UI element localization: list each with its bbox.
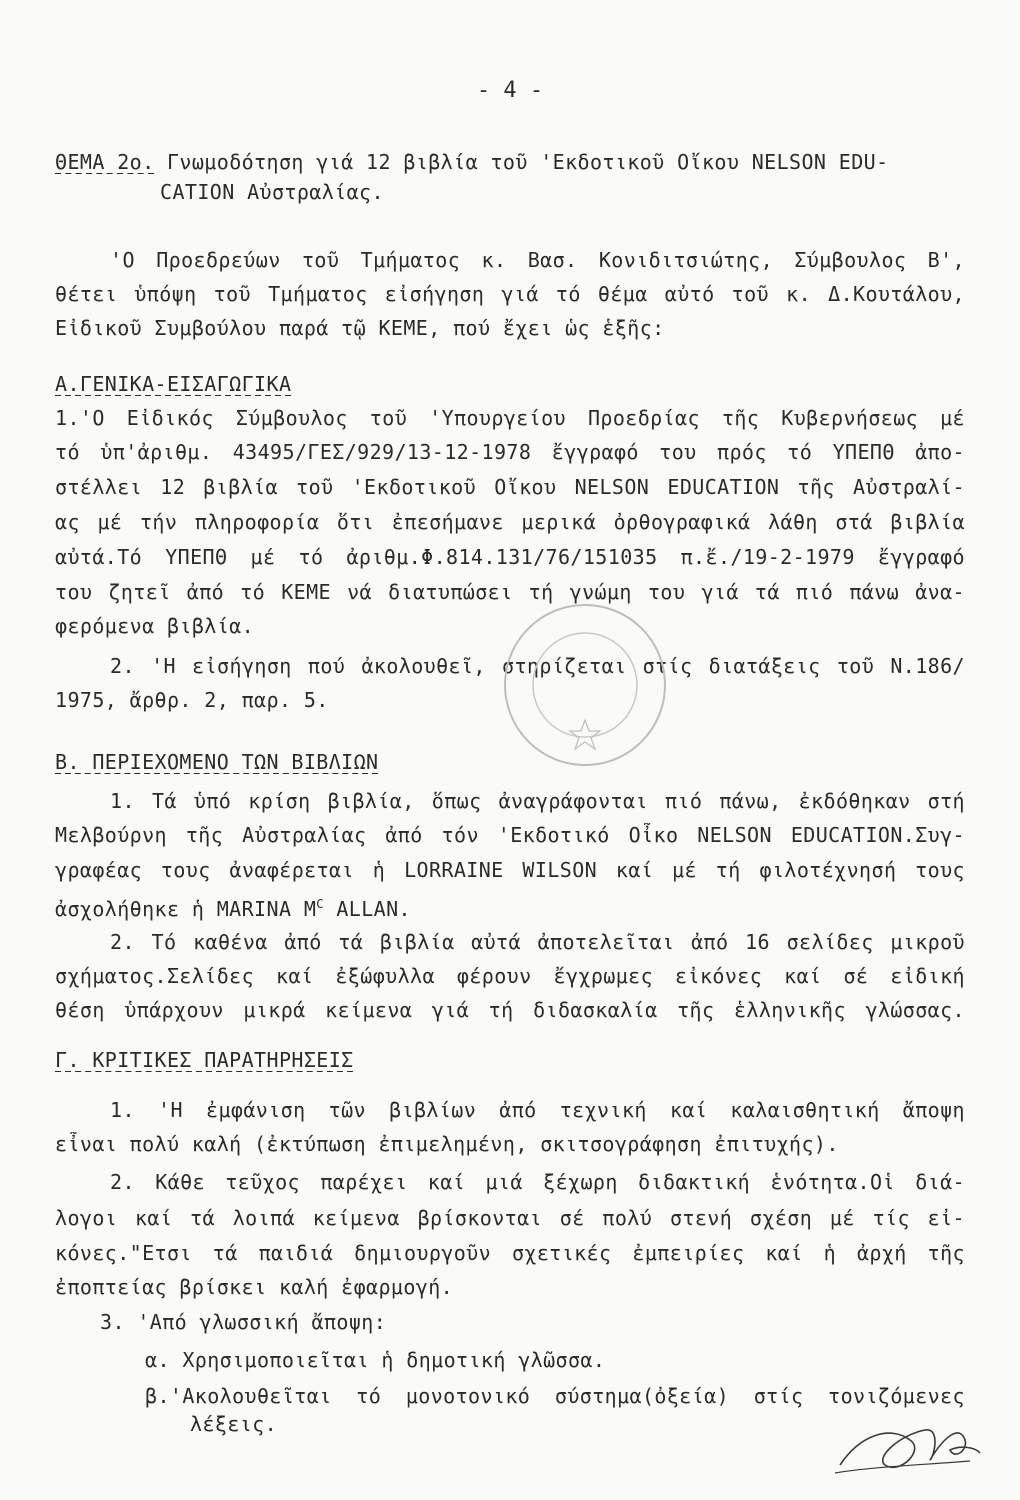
section-a-line: αὐτά.Τό ΥΠΕΠΘ μέ τό ἀριθμ.Φ.814.131/76/151035 π.ἔ./19-2-1979 ἔγγραφό: [55, 545, 965, 569]
page-number: - 4 -: [476, 78, 544, 103]
intro-line: Εἰδικοῦ Συμβούλου παρά τῷ ΚΕΜΕ, πού ἔχει ὡς ἑξῆς:: [55, 316, 665, 340]
section-c-line: α. Χρησιμοποιεῖται ἡ δημοτική γλῶσσα.: [145, 1348, 606, 1372]
section-a-line: 1.'Ο Εἰδικός Σύμβουλος τοῦ 'Υπουργείου Προεδρίας τῆς Κυβερνήσεως μέ: [55, 406, 965, 430]
section-a-line: ας μέ τήν πληροφορία ὅτι ἐπεσήμανε μερικά ὀρθογραφικά λάθη στά βιβλία: [55, 510, 965, 534]
section-c-line: εἶναι πολύ καλή (ἐκτύπωση ἐπιμελημένη, σκιτσογράφηση ἐπιτυχής).: [55, 1132, 839, 1156]
superscript: C: [316, 897, 324, 911]
intro-line: 'Ο Προεδρεύων τοῦ Τμήματος κ. Βασ. Κονιδιτσιώτης, Σύμβουλος Β',: [110, 248, 965, 272]
section-b-line: ἀσχολήθηκε ἡ MARINA M: [55, 897, 317, 921]
section-a-line: 1975, ἄρθρ. 2, παρ. 5.: [55, 688, 329, 712]
section-b-line: 1. Τά ὑπό κρίση βιβλία, ὅπως ἀναγράφονται πιό πάνω, ἐκδόθηκαν στή: [110, 789, 965, 813]
section-b-line: θέση ὑπάρχουν μικρά κείμενα γιά τή διδασκαλία τῆς ἑλληνικῆς γλώσσας.: [55, 998, 965, 1022]
subject-label: ΘΕΜΑ 2ο.: [55, 150, 155, 174]
section-c-title: Γ. ΚΡΙΤΙΚΕΣ ΠΑΡΑΤΗΡΗΣΕΙΣ: [55, 1048, 354, 1072]
section-c-line: 1. 'Η ἐμφάνιση τῶν βιβλίων ἀπό τεχνική καί καλαισθητική ἄποψη: [110, 1098, 965, 1122]
official-stamp-icon: [500, 600, 670, 770]
section-a-line: τό ὑπ'ἀριθμ. 43495/ΓΕΣ/929/13-12-1978 ἔγγραφό του πρός τό ΥΠΕΠΘ ἀπο-: [55, 440, 965, 464]
section-c-line: β.'Ακολουθεῖται τό μονοτονικό σύστημα(ὀξεία) στίς τονιζόμενες: [145, 1384, 965, 1408]
subject-text: Γνωμοδότηση γιά 12 βιβλία τοῦ 'Εκδοτικοῦ Οἴκου NELSON EDU-: [166, 150, 889, 174]
signature-icon: [830, 1395, 990, 1495]
section-a-line: φερόμενα βιβλία.: [55, 614, 255, 638]
section-b-title: Β. ΠΕΡΙΕΧΟΜΕΝΟ ΤΩΝ ΒΙΒΛΙΩΝ: [55, 750, 379, 774]
section-a-line: του ζητεῖ ἀπό τό ΚΕΜΕ νά διατυπώσει τή γνώμη του γιά τά πιό πάνω ἀνα-: [55, 580, 965, 604]
section-c-line: ἐποπτείας βρίσκει καλή ἐφαρμογή.: [55, 1275, 454, 1299]
section-a-line: στέλλει 12 βιβλία τοῦ 'Εκδοτικοῦ Οἴκου NELSON EDUCATION τῆς Αὐστραλί-: [55, 475, 965, 499]
subject-line-1: [55, 150, 965, 174]
subject-line-2: CATION Αὐστραλίας.: [160, 180, 384, 204]
section-b-line: σχήματος.Σελίδες καί ἐξώφυλλα φέρουν ἔγχρωμες εἰκόνες καί σέ εἰδική: [55, 964, 965, 988]
section-c-line: λέξεις.: [190, 1412, 278, 1436]
section-b-name-line: [55, 892, 965, 921]
section-c-line: 3. 'Από γλωσσική ἄποψη:: [100, 1310, 387, 1334]
section-b-line: 2. Τό καθένα ἀπό τά βιβλία αὐτά ἀποτελεῖται ἀπό 16 σελίδες μικροῦ: [110, 930, 965, 954]
section-c-line: λογοι καί τά λοιπά κείμενα βρίσκονται σέ πολύ στενή σχέση μέ τίς εἰ-: [55, 1206, 965, 1230]
intro-line: θέτει ὑπόψη τοῦ Τμήματος εἰσήγηση γιά τό θέμα αὐτό τοῦ κ. Δ.Κουτάλου,: [55, 282, 965, 306]
section-a-title: Α.ΓΕΝΙΚΑ-ΕΙΣΑΓΩΓΙΚΑ: [55, 372, 292, 396]
section-c-line: κόνες."Ετσι τά παιδιά δημιουργοῦν σχετικές ἐμπειρίες καί ἡ ἀρχή τῆς: [55, 1241, 965, 1265]
section-b-line: Μελβούρνη τῆς Αὐστραλίας ἀπό τόν 'Εκδοτικό Οἶκο NELSON EDUCATION.Συγ-: [55, 823, 965, 847]
section-a-line: 2. 'Η εἰσήγηση πού ἀκολουθεῖ, στηρίζεται στίς διατάξεις τοῦ Ν.186/: [110, 654, 965, 678]
name-tail: ALLAN.: [323, 897, 411, 921]
section-b-line: γραφέας τους ἀναφέρεται ἡ LORRAINE WILSON καί μέ τή φιλοτέχνησή τους: [55, 858, 965, 882]
section-c-line: 2. Κάθε τεῦχος παρέχει καί μιά ξέχωρη διδακτική ἑνότητα.Οἱ διά-: [110, 1170, 965, 1194]
